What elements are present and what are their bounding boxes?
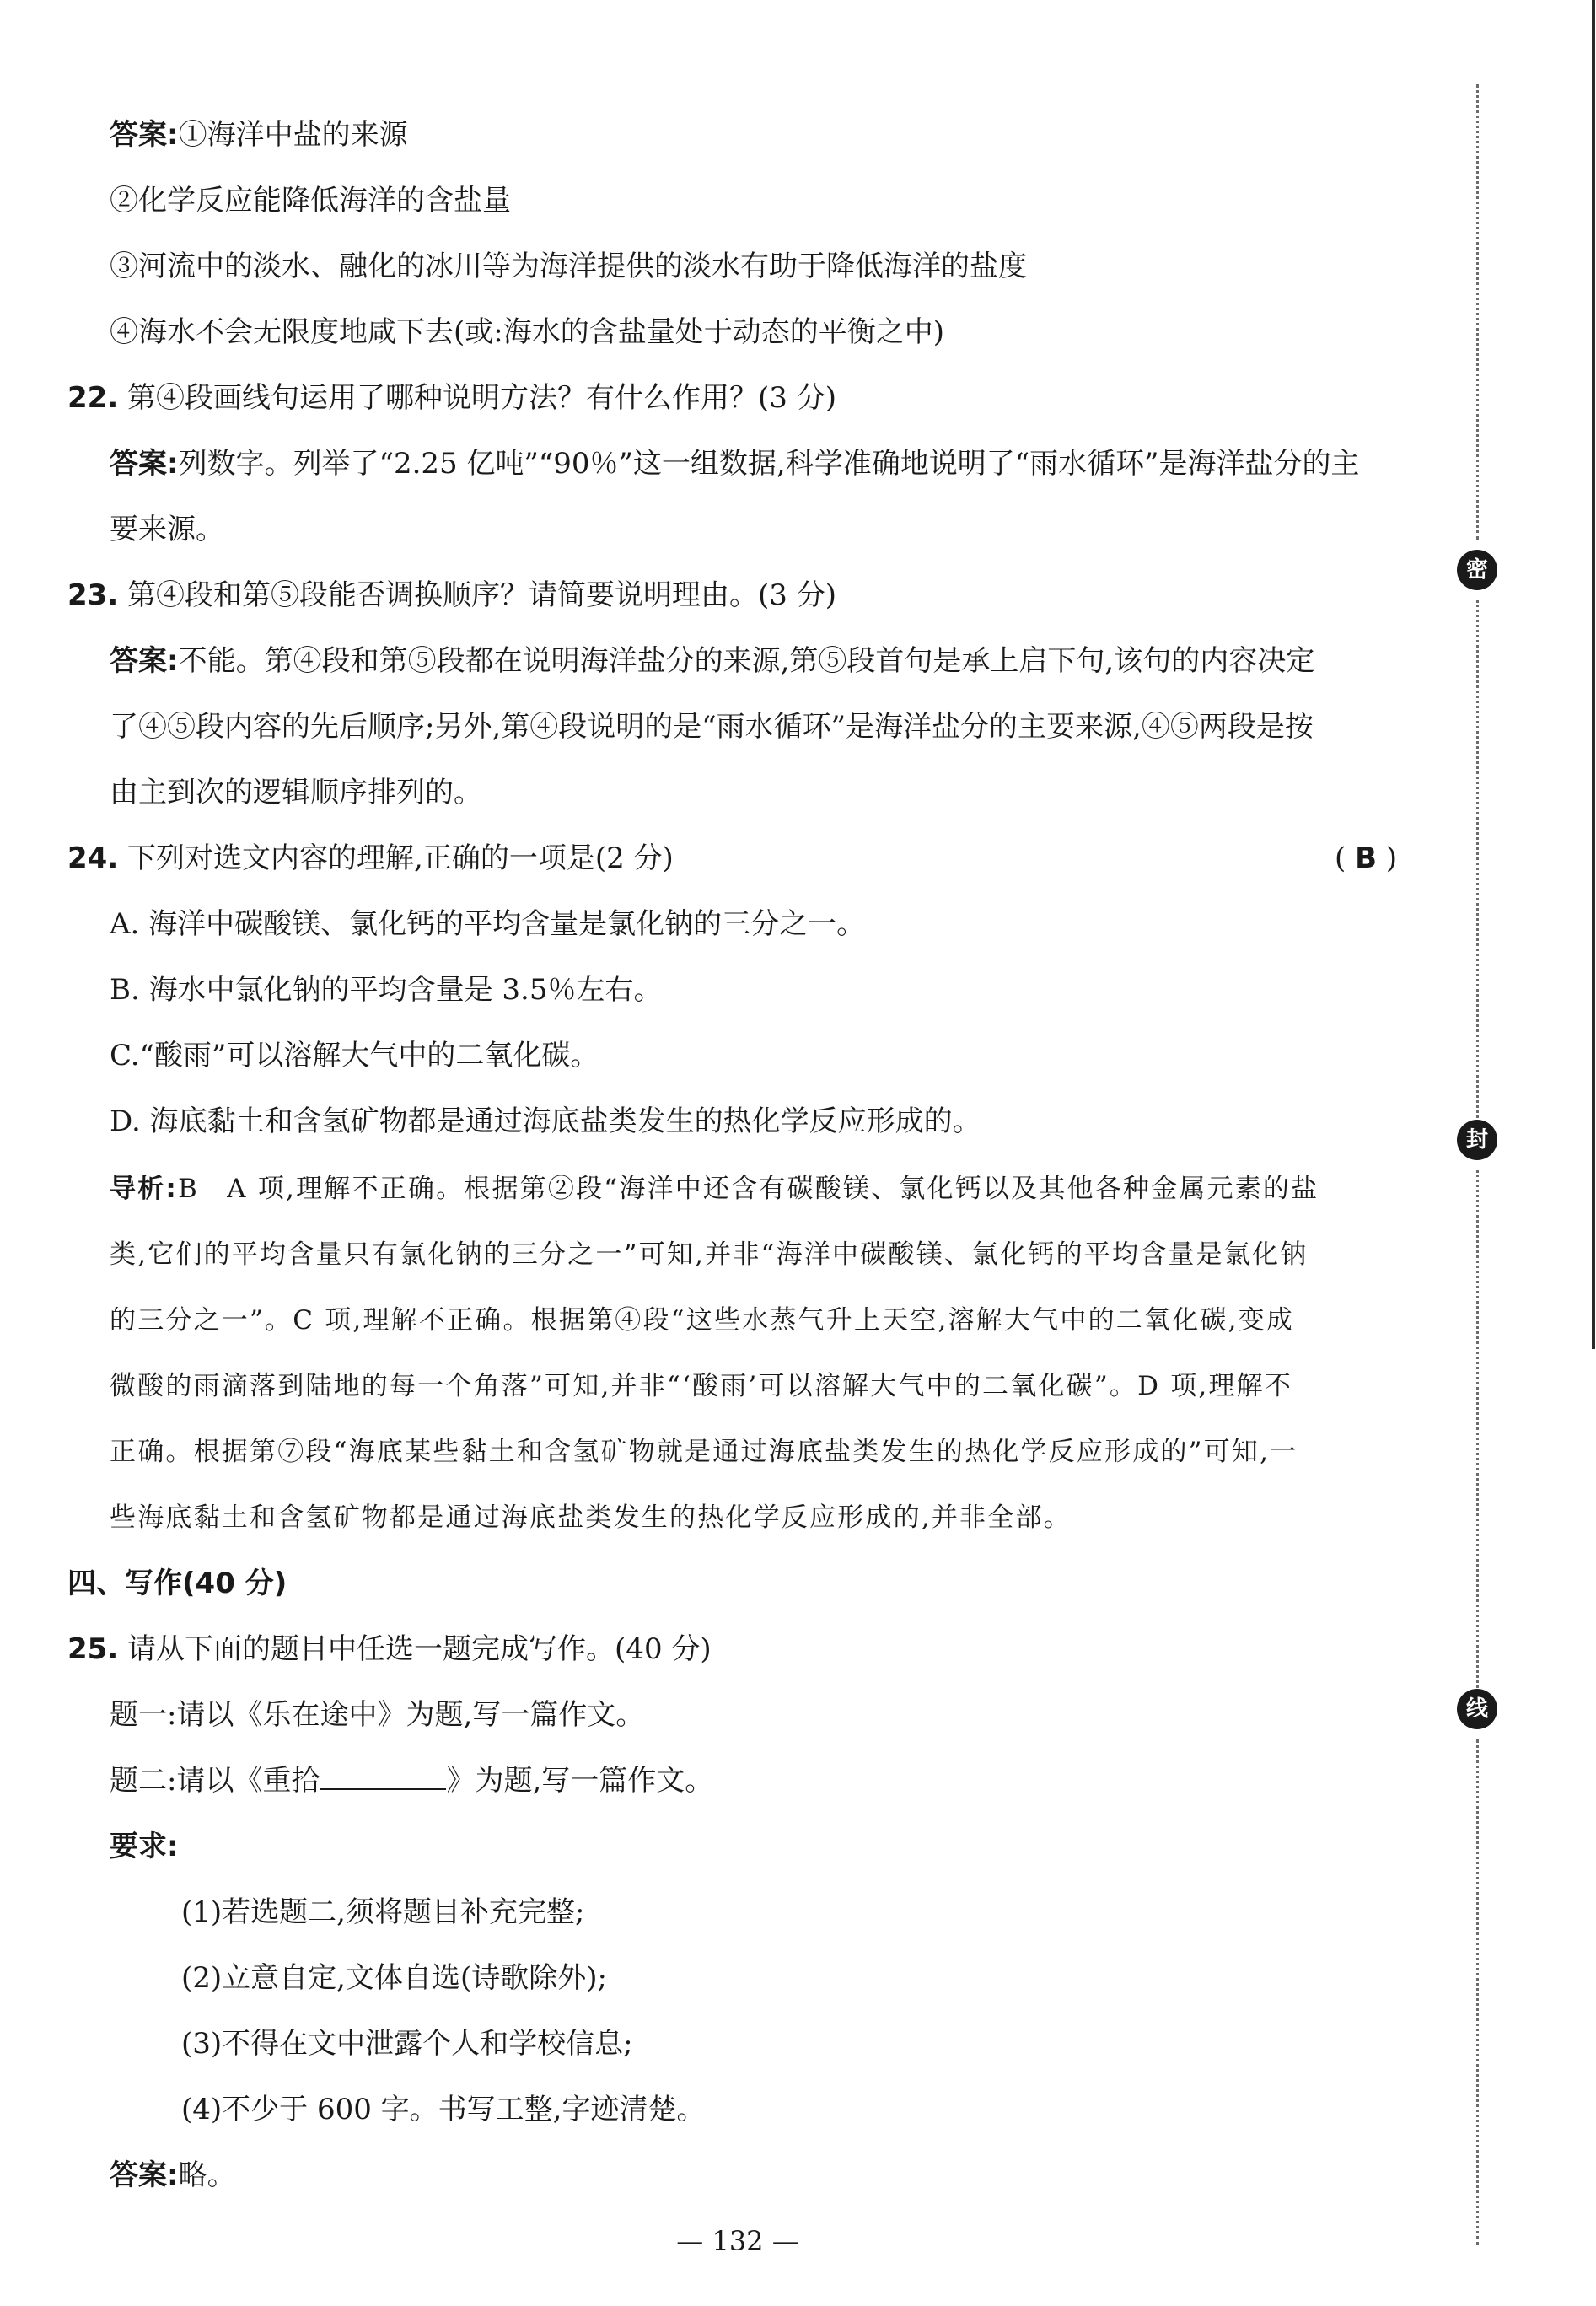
requirement-3: (3)不得在文中泄露个人和学校信息; — [181, 2027, 633, 2061]
analysis-label: 导析: — [110, 1174, 178, 1204]
q21-answer-text-1: ①海洋中盐的来源 — [178, 118, 408, 152]
question-text: 下列对选文内容的理解,正确的一项是(2 分) — [127, 841, 674, 875]
q23-answer-line-1 — [110, 642, 1314, 680]
q21-answer-line-2: ②化学反应能降低海洋的含盐量 — [110, 184, 511, 218]
answer-label: 答案: — [110, 118, 179, 152]
question-number: 22. — [67, 381, 119, 415]
question-25 — [67, 1631, 712, 1668]
fill-in-blank — [320, 1763, 446, 1790]
requirement-1: (1)若选题二,须将题目补充完整; — [181, 1895, 585, 1929]
question-number: 24. — [67, 841, 119, 875]
q24-analysis-line-6: 些海底黏土和含氢矿物都是通过海底盐类发生的热化学反应形成的,并非全部。 — [110, 1502, 1072, 1533]
q24-option-b: B. 海水中氯化钠的平均含量是 3.5％左右。 — [110, 973, 663, 1007]
question-text: 第④段画线句运用了哪种说明方法？有什么作用？(3 分) — [127, 381, 837, 415]
binding-dotted-line — [1476, 84, 1479, 540]
question-number: 25. — [67, 1632, 119, 1666]
requirements-label: 要求: — [110, 1830, 179, 1863]
q25-answer: 答案:略。 — [110, 2158, 236, 2192]
question-text: 请从下面的题目中任选一题完成写作。(40 分) — [127, 1632, 712, 1666]
binding-dotted-line — [1476, 1739, 1479, 2245]
q22-answer-line-1 — [110, 445, 1359, 482]
question-23 — [67, 577, 836, 614]
binding-mark-mi: 密 — [1457, 550, 1497, 590]
q24-option-a: A. 海洋中碳酸镁、氯化钙的平均含量是氯化钠的三分之一。 — [110, 907, 866, 941]
q23-answer-line-3: 由主到次的逻辑顺序排列的。 — [110, 776, 482, 809]
q21-answer-line-1 — [110, 116, 408, 153]
q24-analysis-line-2: 类,它们的平均含量只有氯化钠的三分之一”可知,并非“海洋中碳酸镁、氯化钙的平均含量是氯化钠 — [110, 1239, 1309, 1270]
answer-label: 答案: — [110, 2158, 179, 2192]
question-number: 23. — [67, 578, 119, 612]
q23-answer-text-1: 不能。第④段和第⑤段都在说明海洋盐分的来源,第⑤段首句是承上启下句,该句的内容决定 — [178, 644, 1315, 678]
binding-dotted-line — [1476, 1170, 1479, 1693]
answer-label: 答案: — [110, 644, 179, 678]
q25-topic-2: 题二:请以《重拾 》为题,写一篇作文。 — [110, 1764, 714, 1798]
question-24 — [67, 840, 674, 877]
binding-dotted-line — [1476, 600, 1479, 1123]
answer-label: 答案: — [110, 447, 179, 481]
q21-answer-line-3: ③河流中的淡水、融化的冰川等为海洋提供的淡水有助于降低海洋的盐度 — [110, 250, 1027, 283]
q24-analysis-line-1: 导析:B A 项,理解不正确。根据第②段“海洋中还含有碳酸镁、氯化钙以及其他各种金属元素的盐 — [110, 1174, 1319, 1204]
question-22 — [67, 379, 836, 417]
question-text: 第④段和第⑤段能否调换顺序？请简要说明理由。(3 分) — [127, 578, 837, 612]
page-number: — 132 — — [676, 2225, 799, 2257]
q24-option-c: C.“酸雨”可以溶解大气中的二氧化碳。 — [110, 1039, 599, 1072]
q24-analysis-line-3: 的三分之一”。C 项,理解不正确。根据第④段“这些水蒸气升上天空,溶解大气中的二氧化碳,变成 — [110, 1305, 1295, 1336]
requirement-2: (2)立意自定,文体自选(诗歌除外); — [181, 1961, 607, 1995]
q24-option-d: D. 海底黏土和含氢矿物都是通过海底盐类发生的热化学反应形成的。 — [110, 1105, 981, 1138]
q22-answer-text-1: 列数字。列举了“2.25 亿吨”“90％”这一组数据,科学准确地说明了“雨水循环”是海洋盐分的主 — [178, 447, 1360, 481]
q21-answer-line-4: ④海水不会无限度地咸下去(或:海水的含盐量处于动态的平衡之中) — [110, 315, 944, 349]
q24-answer-bracket: ( B ) — [1335, 841, 1398, 875]
section-title-writing: 四、写作(40 分) — [67, 1567, 287, 1600]
binding-mark-xian: 线 — [1457, 1689, 1497, 1729]
q25-topic-1: 题一:请以《乐在途中》为题,写一篇作文。 — [110, 1698, 645, 1732]
q24-analysis-line-5: 正确。根据第⑦段“海底某些黏土和含氢矿物就是通过海底盐类发生的热化学反应形成的”可知,一 — [110, 1437, 1298, 1467]
q22-answer-line-2: 要来源。 — [110, 513, 224, 546]
page-edge-shadow — [1592, 0, 1595, 1349]
binding-mark-feng: 封 — [1457, 1120, 1497, 1160]
q24-analysis-line-4: 微酸的雨滴落到陆地的每一个角落”可知,并非“‘酸雨’可以溶解大气中的二氧化碳”。D 项,理解不 — [110, 1371, 1293, 1401]
q23-answer-line-2: 了④⑤段内容的先后顺序;另外,第④段说明的是“雨水循环”是海洋盐分的主要来源,④⑤两段是按 — [110, 710, 1314, 744]
q24-answer-value: B — [1355, 841, 1377, 875]
requirement-4: (4)不少于 600 字。书写工整,字迹清楚。 — [181, 2093, 706, 2126]
